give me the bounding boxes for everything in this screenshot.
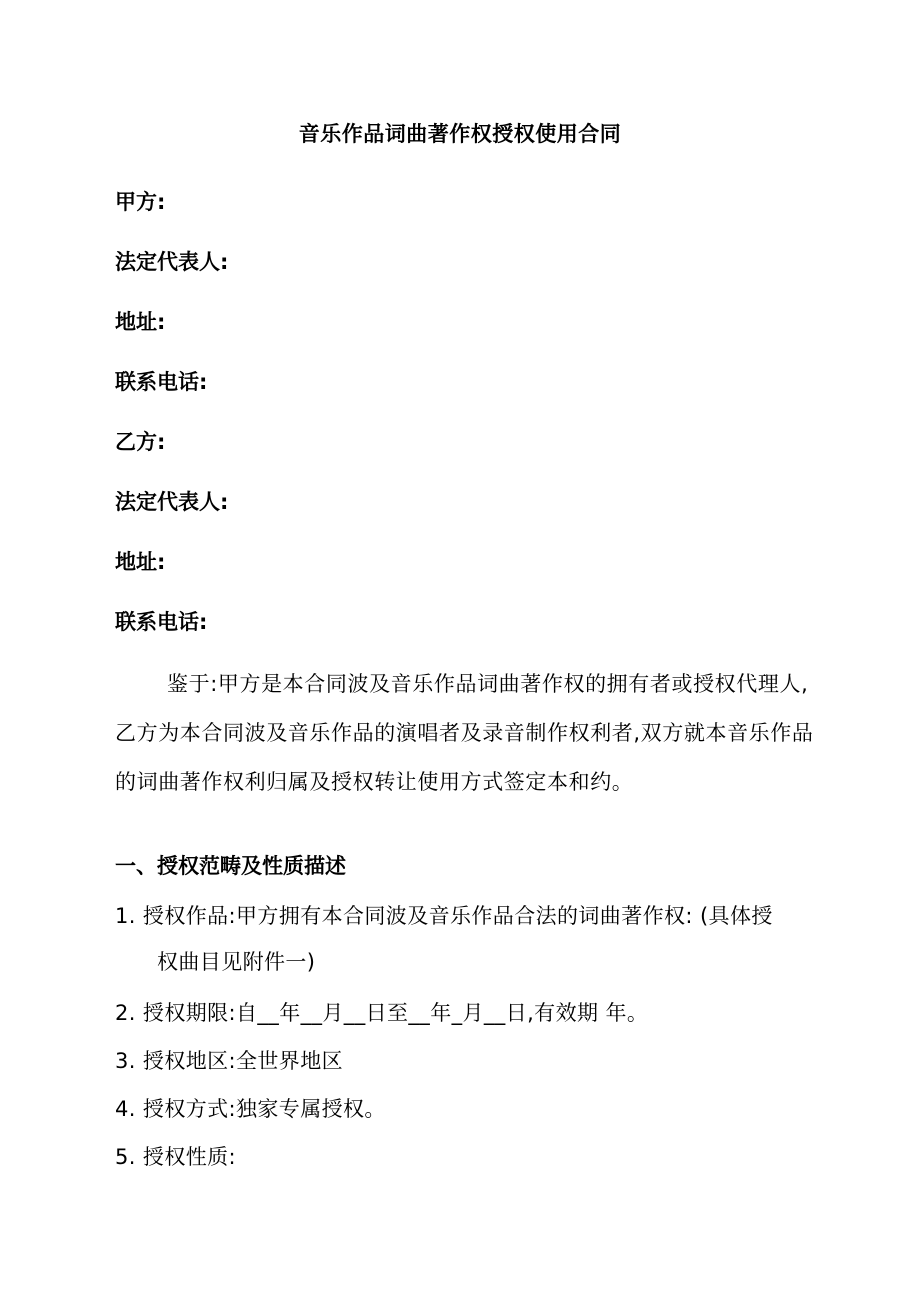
preamble-text: 鉴于:甲方是本合同波及音乐作品词曲著作权的拥有者或授权代理人,乙方为本合同波及音乐作品的演唱者及录音制作权利者,双方就本音乐作品的词曲著作权利归属及授权转让使用方式签定本和约。 [115, 672, 814, 794]
party-a-address-label: 地址: [115, 310, 166, 334]
clause-2-text: 授权期限:自__年__月__日至__年_月__日,有效期 年。 [142, 1001, 649, 1025]
party-a-label: 甲方: [115, 190, 166, 214]
clause-1-text: 授权作品:甲方拥有本合同波及音乐作品合法的词曲著作权: (具体授 [142, 904, 773, 928]
clause-1 [115, 893, 820, 985]
clause-4 [115, 1086, 820, 1132]
clause-4-text: 授权方式:独家专属授权。 [142, 1097, 386, 1121]
party-b-label: 乙方: [115, 430, 166, 454]
party-a-phone-label: 联系电话: [115, 370, 208, 394]
clause-2 [115, 990, 820, 1036]
clause-1-number: 1. [115, 904, 136, 928]
party-a-rep-label: 法定代表人: [115, 250, 229, 274]
clause-5-number: 5. [115, 1145, 136, 1169]
clause-5-text: 授权性质: [142, 1145, 236, 1169]
clause-5 [115, 1134, 820, 1180]
clause-3-number: 3. [115, 1049, 136, 1073]
document-title: 音乐作品词曲著作权授权使用合同 [298, 122, 622, 146]
party-b-address-label: 地址: [115, 550, 166, 574]
clause-3 [115, 1038, 820, 1084]
section-1-heading: 一、授权范畴及性质描述 [115, 854, 346, 878]
party-b-phone-label: 联系电话: [115, 610, 208, 634]
clause-1-continuation: 权曲目见附件一) [157, 950, 316, 974]
clause-2-number: 2. [115, 1001, 136, 1025]
party-b-rep-label: 法定代表人: [115, 490, 229, 514]
clause-3-text: 授权地区:全世界地区 [142, 1049, 343, 1073]
preamble-paragraph [115, 660, 815, 807]
clause-4-number: 4. [115, 1097, 136, 1121]
